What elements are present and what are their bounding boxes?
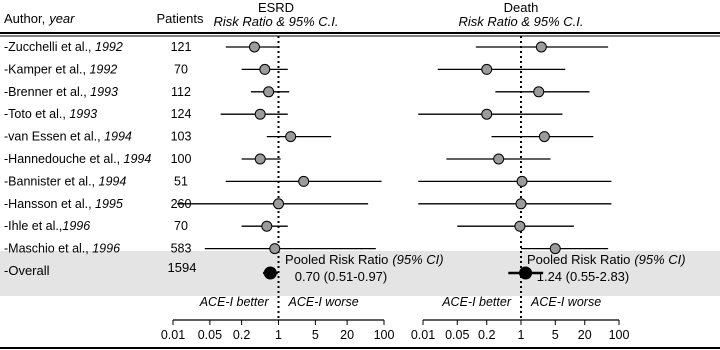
study-year: 1996	[62, 219, 91, 234]
death-title: Death	[503, 0, 539, 15]
study-author: -Zucchelli et al.,	[4, 40, 96, 54]
study-patients: 103	[170, 129, 192, 144]
study-author: -Ihle et al.,	[4, 219, 63, 234]
study-year: 1995	[95, 196, 123, 211]
esrd-tick-label: 20	[340, 328, 355, 342]
study-year: 1996	[92, 241, 121, 256]
study-author: -Toto et al.,	[4, 107, 70, 122]
study-label	[4, 85, 118, 99]
study-author: -Brenner et al.,	[4, 84, 91, 99]
death-point	[517, 176, 527, 186]
esrd-tick-label: 100	[373, 328, 395, 342]
study-label	[4, 107, 97, 121]
study-year: 1994	[104, 129, 132, 144]
esrd-tick-label: 0.05	[197, 328, 223, 342]
esrd-tick-label: 0.2	[232, 328, 251, 342]
death-pooled-point	[519, 267, 532, 280]
study-label	[4, 152, 151, 166]
study-year: 1994	[123, 152, 152, 166]
study-label	[4, 197, 123, 211]
esrd-point	[262, 221, 272, 231]
esrd-metric-label: Risk Ratio & 95% C.I.	[213, 14, 339, 29]
esrd-panel	[161, 36, 395, 342]
esrd-point	[249, 42, 259, 52]
death-tick-label: 0.01	[410, 328, 436, 342]
death-tick-label: 1	[517, 328, 525, 342]
death-worse-label: ACE-I worse	[531, 295, 602, 309]
study-year: 1993	[90, 84, 118, 99]
study-patients: 100	[170, 152, 192, 166]
study-label	[4, 62, 117, 76]
death-point	[482, 64, 492, 74]
study-label	[4, 242, 120, 256]
overall-label: -Overall	[4, 263, 50, 278]
death-metric-label: Risk Ratio & 95% C.I.	[458, 14, 584, 29]
patients-header: Patients	[156, 11, 204, 26]
esrd-title: ESRD	[257, 0, 295, 15]
death-tick-label: 0.2	[478, 328, 496, 342]
study-author: -Maschio et al.,	[4, 241, 93, 256]
esrd-point	[255, 154, 265, 164]
esrd-worse-label: ACE-I worse	[288, 295, 359, 309]
study-label	[4, 130, 132, 144]
death-pooled-label: Pooled Risk Ratio (95% CI)	[527, 252, 686, 267]
esrd-pooled-point	[264, 267, 277, 280]
death-tick-label: 0.05	[445, 328, 470, 342]
author-header: Author, year	[4, 11, 75, 26]
study-patients: 112	[171, 84, 191, 99]
esrd-point	[274, 199, 284, 209]
study-patients: 260	[170, 196, 192, 211]
study-label	[4, 219, 90, 233]
death-tick-label: 20	[577, 328, 592, 342]
esrd-point	[264, 87, 274, 97]
study-year: 1992	[95, 40, 123, 54]
death-pooled-value: 1.24 (0.55-2.83)	[536, 269, 630, 284]
death-point	[515, 221, 525, 231]
death-point	[539, 132, 549, 142]
death-better-label: ACE-I better	[442, 295, 511, 309]
death-tick-label: 5	[551, 328, 559, 342]
overall-patients: 1594	[167, 260, 197, 275]
esrd-pooled-label: Pooled Risk Ratio (95% CI)	[285, 252, 444, 267]
study-patients: 70	[174, 62, 188, 77]
esrd-point	[299, 176, 309, 186]
esrd-point	[255, 109, 265, 119]
study-patients: 70	[174, 219, 188, 234]
esrd-point	[260, 64, 270, 74]
esrd-pooled-value: 0.70 (0.51-0.97)	[294, 269, 388, 284]
study-author: -van Essen et al.,	[4, 129, 105, 144]
esrd-tick-label: 0.01	[160, 328, 186, 342]
study-label	[4, 40, 123, 54]
death-point	[516, 199, 526, 209]
study-patients: 124	[170, 107, 192, 122]
esrd-tick-label: 5	[311, 328, 319, 342]
study-author: -Hannedouche et al.,	[4, 152, 124, 166]
death-point	[536, 42, 546, 52]
study-patients: 51	[174, 174, 188, 189]
esrd-better-label: ACE-I better	[199, 295, 269, 309]
study-patients: 583	[170, 241, 192, 256]
study-year: 1994	[98, 174, 127, 189]
study-patients: 121	[170, 40, 192, 54]
study-author: -Kamper et al.,	[4, 62, 90, 77]
death-point	[494, 154, 504, 164]
study-author: -Hansson et al.,	[4, 196, 96, 211]
study-author: -Bannister et al.,	[4, 174, 99, 189]
death-tick-label: 100	[608, 328, 630, 342]
esrd-point	[270, 244, 280, 254]
esrd-point	[286, 132, 296, 142]
death-point	[482, 109, 492, 119]
death-point	[534, 87, 544, 97]
study-year: 1993	[69, 107, 98, 122]
study-label	[4, 174, 126, 188]
esrd-tick-label: 1	[275, 328, 282, 342]
death-panel	[411, 36, 630, 342]
study-year: 1992	[89, 62, 118, 77]
